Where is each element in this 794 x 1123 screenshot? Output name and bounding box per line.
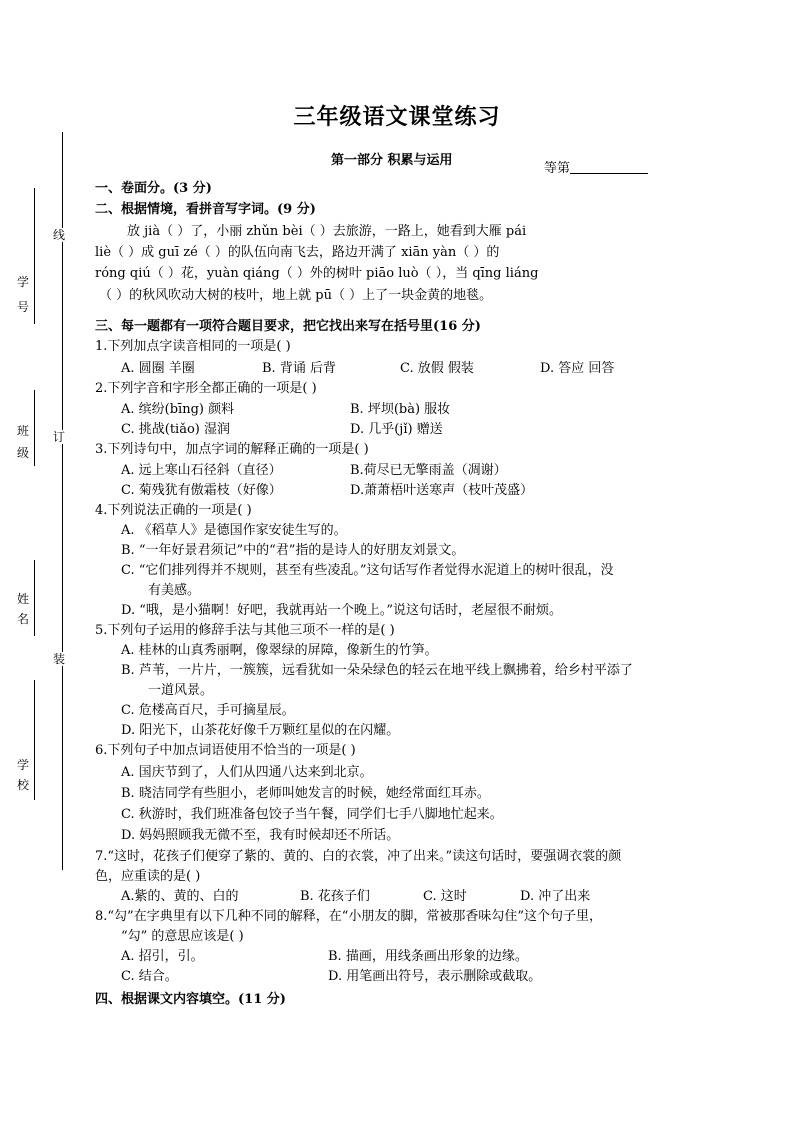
xingming-underline <box>34 560 35 636</box>
section4-heading: 四、根据课文内容填空。(11 分) <box>95 992 286 1007</box>
xingming-label-1: 姓 <box>16 592 29 606</box>
q1-option-a[interactable]: A. 圆圈 羊圈 <box>121 361 195 376</box>
page-title: 三年级语文课堂练习 <box>293 104 501 130</box>
zhuang-label: 装 <box>52 652 65 666</box>
q5-option-b-cont: 一道风景。 <box>148 683 214 698</box>
rank-field[interactable] <box>544 160 648 178</box>
q2-option-d[interactable]: D. 几乎(jǐ) 赠送 <box>350 422 443 437</box>
s2-line-1: 放 jià（ ）了，小丽 zhǔn bèi（ ）去旅游，一路上，她看到大雁 pái <box>127 224 527 239</box>
q1-option-b[interactable]: B. 背诵 后背 <box>262 361 336 376</box>
q4-stem: 4.下列说法正确的一项是( ) <box>95 503 252 518</box>
ding-label: 订 <box>52 430 65 444</box>
q8-option-b[interactable]: B. 描画，用线条画出形象的边缘。 <box>328 949 528 964</box>
q2-option-c[interactable]: C. 挑战(tiǎo) 湿润 <box>121 422 230 437</box>
q7-option-b[interactable]: B. 花孩子们 <box>300 889 370 904</box>
section2-heading: 二、根据情境，看拼音写字词。(9 分) <box>95 202 316 217</box>
q3-option-a[interactable]: A. 远上寒山石径斜（直径） <box>121 463 282 478</box>
xian-label: 线 <box>52 228 65 242</box>
q1-option-c[interactable]: C. 放假 假装 <box>400 361 474 376</box>
xuexiao-label-1: 学 <box>16 758 29 772</box>
section3-heading: 三、每一题都有一项符合题目要求，把它找出来写在括号里(16 分) <box>95 319 481 334</box>
q3-option-d[interactable]: D.萧萧梧叶送寒声（枝叶茂盛） <box>350 483 534 498</box>
xuehao-label-2: 号 <box>16 300 29 314</box>
q2-stem: 2.下列字音和字形全都正确的一项是( ) <box>95 381 317 396</box>
xuehao-label-1: 学 <box>16 275 29 289</box>
q3-option-b[interactable]: B.荷尽已无擎雨盖（凋谢） <box>350 463 507 478</box>
q4-option-c-cont: 有美感。 <box>148 583 201 598</box>
q4-option-d[interactable]: D. “哦，是小猫啊！好吧，我就再站一个晚上。”说这句话时，老屋很不耐烦。 <box>121 603 563 618</box>
section1-heading: 一、卷面分。(3 分) <box>95 181 212 196</box>
q3-option-c[interactable]: C. 菊残犹有傲霜枝（好像） <box>121 483 282 498</box>
s2-line-4: （ ）的秋风吹动大树的枝叶，地上就 pū（ ）上了一块金黄的地毯。 <box>99 288 493 303</box>
q2-option-a[interactable]: A. 缤纷(bīng) 颜料 <box>121 402 235 417</box>
q5-option-b[interactable]: B. 芦苇，一片片，一簇簇，远看犹如一朵朵绿色的轻云在地平线上飘拂着，给乡村平添了 <box>121 663 633 678</box>
q1-stem: 1.下列加点字读音相同的一项是( ) <box>95 339 291 354</box>
rank-blank[interactable] <box>570 160 648 174</box>
q5-option-d[interactable]: D. 阳光下，山茶花好像千万颗红星似的在闪耀。 <box>121 723 400 738</box>
q8-stem-2: “勾” 的意思应该是( ) <box>121 929 244 944</box>
q6-option-c[interactable]: C. 秋游时，我们班准备包饺子当午餐，同学们七手八脚地忙起来。 <box>121 807 503 822</box>
banji-label-2: 级 <box>16 446 29 460</box>
q6-option-b[interactable]: B. 晓洁同学有些胆小，老师叫她发言的时候，她经常面红耳赤。 <box>121 786 490 801</box>
q4-option-c[interactable]: C. “它们排列得并不规则，甚至有些凌乱。”这句话写作者觉得水泥道上的树叶很乱，没 <box>121 563 614 578</box>
q4-option-a[interactable]: A. 《稻草人》是德国作家安徒生写的。 <box>121 523 347 538</box>
q2-option-b[interactable]: B. 坪坝(bà) 服妆 <box>350 402 451 417</box>
banji-underline <box>34 390 35 466</box>
xuexiao-underline <box>34 680 35 800</box>
xuexiao-label-2: 校 <box>16 778 29 792</box>
q3-stem: 3.下列诗句中，加点字词的解释正确的一项是( ) <box>95 442 369 457</box>
rank-label: 等第 <box>544 161 571 176</box>
q5-option-a[interactable]: A. 桂林的山真秀丽啊，像翠绿的屏障，像新生的竹笋。 <box>121 643 438 658</box>
q6-option-a[interactable]: A. 国庆节到了，人们从四通八达来到北京。 <box>121 765 373 780</box>
banji-label-1: 班 <box>16 424 29 438</box>
q6-option-d[interactable]: D. 妈妈照顾我无微不至，我有时候却还不所话。 <box>121 828 400 843</box>
q8-stem-1: 8.“勾”在字典里有以下几种不同的解释，在“小朋友的脚，常被那香味勾住”这个句子里， <box>95 909 602 924</box>
q4-option-b[interactable]: B. “一年好景君须记”中的“君”指的是诗人的好朋友刘景文。 <box>121 543 465 558</box>
q7-option-d[interactable]: D. 冲了出来 <box>520 889 591 904</box>
q7-stem-1: 7.“这时，花孩子们便穿了紫的、黄的、白的衣裳，冲了出来。”读这句话时，要强调衣裳的颜 <box>95 849 622 864</box>
part1-heading: 第一部分 积累与运用 <box>331 153 453 168</box>
q5-stem: 5.下列句子运用的修辞手法与其他三项不一样的是( ) <box>95 623 395 638</box>
q8-option-a[interactable]: A. 招引，引。 <box>121 949 204 964</box>
xingming-label-2: 名 <box>16 612 29 626</box>
q7-option-a[interactable]: A.紫的、黄的、白的 <box>121 889 239 904</box>
q7-option-c[interactable]: C. 这时 <box>423 889 467 904</box>
s2-line-2: liè（ ）成 guī zé（ ）的队伍向南飞去，路边开满了 xiān yàn（ ）的 <box>95 245 500 260</box>
q6-stem: 6.下列句子中加点词语使用不恰当的一项是( ) <box>95 743 356 758</box>
q8-option-d[interactable]: D. 用笔画出符号，表示删除或截取。 <box>328 969 542 984</box>
binding-line <box>62 132 63 870</box>
q7-stem-2: 色，应重读的是( ) <box>95 869 201 884</box>
q1-option-d[interactable]: D. 答应 回答 <box>540 361 615 376</box>
q8-option-c[interactable]: C. 结合。 <box>121 969 178 984</box>
q5-option-c[interactable]: C. 危楼高百尺，手可摘星辰。 <box>121 703 295 718</box>
xuehao-underline <box>34 188 35 324</box>
s2-line-3: róng qiú（ ）花，yuàn qiáng（ ）外的树叶 piāo luò（ ），当 qīng liáng <box>95 266 539 281</box>
